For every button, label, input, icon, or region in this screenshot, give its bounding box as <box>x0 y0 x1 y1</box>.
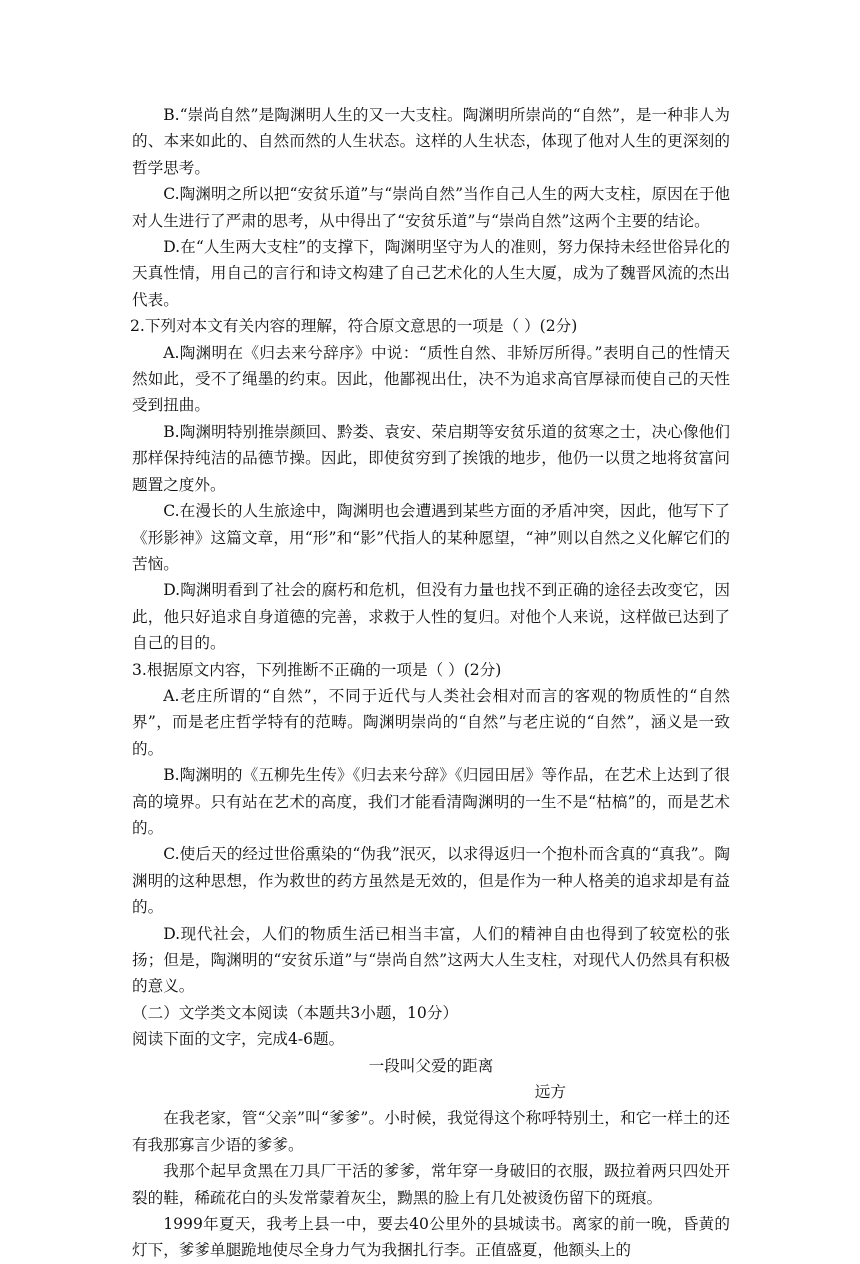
section-heading: （二）文学类文本阅读（本题共3小题，10分） <box>132 1003 459 1022</box>
q2-option-c: C.在漫长的人生旅途中，陶渊明也会遭遇到某些方面的矛盾冲突，因此，他写下了《形影神》这篇文章，用“形”和“影”代指人的某种愿望，“神”则以自然之义化解它们的苦恼。 <box>132 502 730 573</box>
q3-option-b: B.陶渊明的《五柳先生传》《归去来兮辞》《归园田居》等作品，在艺术上达到了很高的境界。只有站在艺术的高度，我们才能看清陶渊明的一生不是“枯槁”的，而是艺术的。 <box>132 766 730 837</box>
option-c-paragraph: C.陶渊明之所以把“安贫乐道”与“崇尚自然”当作自己人生的两大支柱，原因在于他对人生进行了严肃的思考，从中得出了“安贫乐道”与“崇尚自然”这两个主要的结论。 <box>132 185 730 230</box>
question-3: 3.根据原文内容，下列推断不正确的一项是（ ）(2分) <box>132 660 502 679</box>
article-paragraph: 在我老家，管“父亲”叫“爹爹”。小时候，我觉得这个称呼特别土，和它一样土的还有我那寡言少语的爹爹。 <box>132 1109 730 1154</box>
article-author: 远方 <box>534 1083 566 1102</box>
option-b-paragraph: B.“崇尚自然”是陶渊明人生的又一大支柱。陶渊明所崇尚的“自然”，是一种非人为的、本来如此的、自然而然的人生状态。这样的人生状态，体现了他对人生的更深刻的哲学思考。 <box>132 106 730 177</box>
article-paragraph: 我那个起早贪黑在刀具厂干活的爹爹，常年穿一身破旧的衣服，趿拉着两只四处开裂的鞋，稀疏花白的头发常蒙着灰尘，黝黑的脸上有几处被烫伤留下的斑痕。 <box>132 1162 730 1207</box>
document-body <box>132 102 730 1264</box>
q2-option-a: A.陶渊明在《归去来兮辞序》中说：“质性自然、非矫厉所得。”表明自己的性情天然如此，受不了绳墨的约束。因此，他鄙视出仕，决不为追求高官厚禄而使自己的天性受到扭曲。 <box>132 343 730 415</box>
article-title: 一段叫父爱的距离 <box>368 1056 494 1075</box>
q2-option-b: B.陶渊明特别推崇颜回、黔娄、袁安、荣启期等安贫乐道的贫寒之士，决心像他们那样保持纯洁的品德节操。因此，即使贫穷到了挨饿的地步，他仍一以贯之地将贫富问题置之度外。 <box>132 422 730 494</box>
question-2: 2.下列对本文有关内容的理解，符合原文意思的一项是（ ）(2分) <box>130 317 578 336</box>
q2-option-d: D.陶渊明看到了社会的腐朽和危机，但没有力量也找不到正确的途径去改变它，因此，他只好追求自身道德的完善，求救于人性的复归。对他个人来说，这样做已达到了自己的目的。 <box>132 581 730 653</box>
q3-option-a: A.老庄所谓的“自然”，不同于近代与人类社会相对而言的客观的物质性的“自然界”，而是老庄哲学特有的范畴。陶渊明崇尚的“自然”与老庄说的“自然”，涵义是一致的。 <box>132 686 730 758</box>
reading-instruction: 阅读下面的文字，完成4-6题。 <box>132 1030 345 1049</box>
q3-option-c: C.使后天的经过世俗熏染的“伪我”泯灭，以求得返归一个抱朴而含真的“真我”。陶渊明的这种思想，作为救世的药方虽然是无效的，但是作为一种人格美的追求却是有益的。 <box>132 845 730 917</box>
option-d-paragraph: D.在“人生两大支柱”的支撑下，陶渊明坚守为人的准则，努力保持未经世俗异化的天真性情，用自己的言行和诗文构建了自己艺术化的人生大厦，成为了魏晋风流的杰出代表。 <box>132 238 730 309</box>
article-paragraph: 1999年夏天，我考上县一中，要去40公里外的县城读书。离家的前一晚，昏黄的灯下，爹爹单腿跪地使尽全身力气为我捆扎行李。正值盛夏，他额头上的 <box>132 1215 730 1260</box>
q3-option-d: D.现代社会，人们的物质生活已相当丰富，人们的精神自由也得到了较宽松的张扬；但是，陶渊明的“安贫乐道”与“崇尚自然”这两大人生支柱，对现代人仍然具有积极的意义。 <box>132 924 730 996</box>
